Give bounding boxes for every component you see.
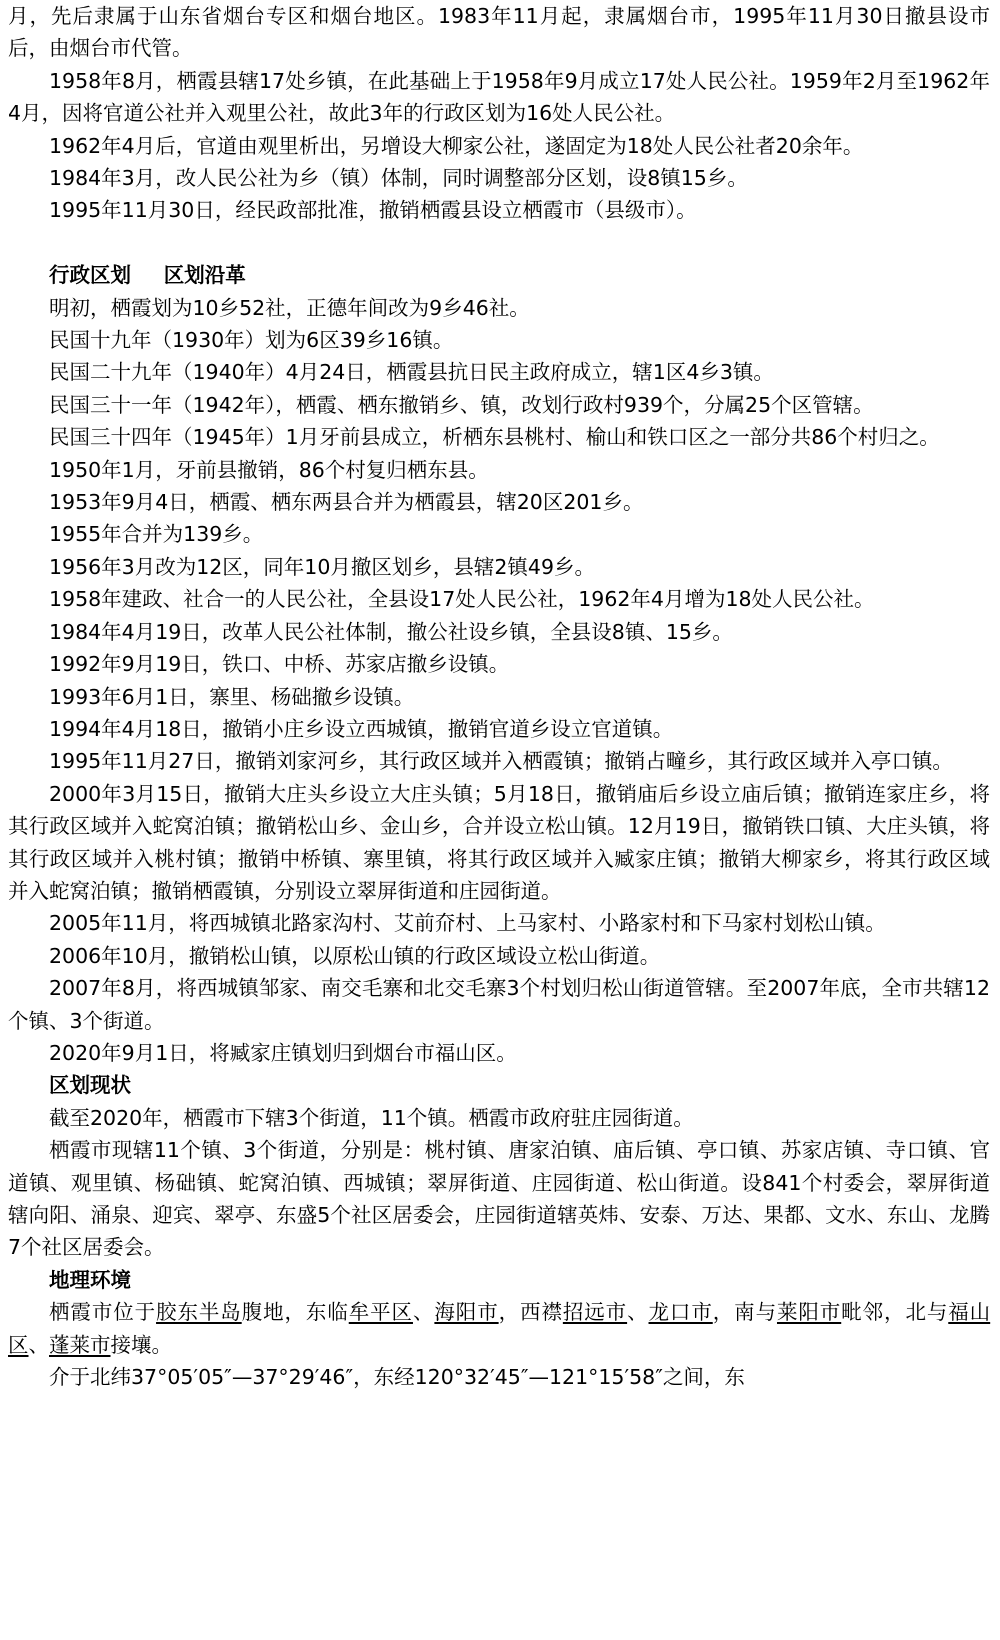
- history-continuation: 月，先后隶属于山东省烟台专区和烟台地区。1983年11月起，隶属烟台市，1995年11月30日撤县设市后，由烟台市代管。: [8, 4, 990, 61]
- admin-paragraph: 民国三十一年（1942年），栖霞、栖东撤销乡、镇，改划行政村939个，分属25个区管辖。: [49, 392, 874, 417]
- link-penglai-city[interactable]: 蓬莱市: [49, 1332, 111, 1357]
- admin-paragraph: 1992年9月19日，铁口、中桥、苏家店撤乡设镇。: [49, 652, 510, 677]
- heading-admin: 行政区划: [49, 263, 131, 288]
- geography-paragraph: [8, 1296, 990, 1361]
- admin-paragraph: 2005年11月，将西城镇北路家沟村、艾前夼村、上马家村、小路家村和下马家村划松山镇。: [49, 911, 886, 936]
- geo-text: 、: [627, 1300, 649, 1325]
- link-longkou-city[interactable]: 龙口市: [648, 1300, 713, 1325]
- admin-paragraph: 1993年6月1日，寨里、杨础撤乡设镇。: [49, 684, 415, 709]
- admin-paragraph: 明初，栖霞划为10乡52社，正德年间改为9乡46社。: [49, 295, 530, 320]
- link-fushan-district[interactable]: 福山区: [8, 1300, 991, 1357]
- history-paragraph: 1958年8月，栖霞县辖17处乡镇，在此基础上于1958年9月成立17处人民公社。1959年2月至1962年4月，因将官道公社并入观里公社，故此3年的行政区划为16处人民公社。: [8, 68, 990, 126]
- admin-paragraph: 1950年1月，牙前县撤销，86个村复归栖东县。: [49, 457, 489, 482]
- link-haiyang-city[interactable]: 海阳市: [434, 1300, 499, 1325]
- geo-text: 腹地，东临: [241, 1300, 349, 1325]
- geo-text: ，南与: [712, 1300, 777, 1325]
- geo-text: 、: [28, 1332, 49, 1357]
- admin-paragraph: 2007年8月，将西城镇邹家、南交毛寨和北交毛寨3个村划归松山街道管辖。至2007年底，全市共辖12个镇、3个街道。: [8, 976, 990, 1033]
- admin-paragraph: 1953年9月4日，栖霞、栖东两县合并为栖霞县，辖20区201乡。: [49, 490, 644, 515]
- geo-text: 栖霞市位于: [49, 1300, 157, 1325]
- geo-text: 、: [412, 1300, 435, 1325]
- admin-paragraph: 民国二十九年（1940年）4月24日，栖霞县抗日民主政府成立，辖1区4乡3镇。: [49, 360, 774, 385]
- geo-text: 毗邻，北与: [841, 1300, 949, 1325]
- admin-paragraph: 民国三十四年（1945年）1月牙前县成立，析栖东县桃村、榆山和铁口区之一部分共86个村归之。: [49, 425, 940, 450]
- geo-text: ，西襟: [498, 1300, 563, 1325]
- geo-text: 接壤。: [110, 1332, 172, 1357]
- admin-paragraph: 2006年10月，撤销松山镇，以原松山镇的行政区域设立松山街道。: [49, 943, 661, 968]
- admin-paragraph: 1955年合并为139乡。: [49, 522, 264, 547]
- admin-paragraph: 1958年建政、社合一的人民公社，全县设17处人民公社，1962年4月增为18处人民公社。: [49, 587, 875, 612]
- link-laiyang-city[interactable]: 莱阳市: [776, 1300, 842, 1325]
- section-heading-current: 区划现状: [49, 1073, 131, 1098]
- current-paragraph: 截至2020年，栖霞市下辖3个街道，11个镇。栖霞市政府驻庄园街道。: [49, 1105, 694, 1130]
- admin-paragraph: 民国十九年（1930年）划为6区39乡16镇。: [49, 328, 454, 353]
- subheading-history: 区划沿革: [163, 263, 246, 288]
- current-paragraph: 栖霞市现辖11个镇、3个街道，分别是：桃村镇、唐家泊镇、庙后镇、亭口镇、苏家店镇、寺口镇、官道镇、观里镇、杨础镇、蛇窝泊镇、西城镇；翠屏街道、庄园街道、松山街道。设841个村委会，翠屏街道辖向阳、涌泉、迎宾、翠亭、东盛5个社区居委会，庄园街道辖英炜、安泰、万达、果都、文水、东山、龙腾7个社区居委会。: [8, 1138, 990, 1260]
- history-paragraph: 1995年11月30日，经民政部批准，撤销栖霞县设立栖霞市（县级市）。: [49, 198, 697, 223]
- geography-coordinates: 介于北纬37°05′05″—37°29′46″，东经120°32′45″—121°15′58″之间，东: [49, 1365, 745, 1390]
- admin-paragraph: 1956年3月改为12区，同年10月撤区划乡，县辖2镇49乡。: [49, 554, 596, 579]
- history-paragraph: 1962年4月后，官道由观里析出，另增设大柳家公社，遂固定为18处人民公社者20余年。: [49, 133, 864, 158]
- link-zhaoyuan-city[interactable]: 招远市: [562, 1300, 628, 1325]
- admin-paragraph: 2000年3月15日，撤销大庄头乡设立大庄头镇；5月18日，撤销庙后乡设立庙后镇；撤销连家庄乡，将其行政区域并入蛇窝泊镇；撤销松山乡、金山乡，合并设立松山镇。12月19日，撤销铁口镇、大庄头镇，将其行政区域并入桃村镇；撤销中桥镇、寨里镇，将其行政区域并入臧家庄镇；撤销大柳家乡，将其行政区域并入蛇窝泊镇；撤销栖霞镇，分别设立翠屏街道和庄园街道。: [8, 781, 990, 903]
- admin-paragraph: 1995年11月27日，撤销刘家河乡，其行政区域并入栖霞镇；撤销占疃乡，其行政区域并入亭口镇。: [49, 749, 953, 774]
- admin-paragraph: 1994年4月18日，撤销小庄乡设立西城镇，撤销官道乡设立官道镇。: [49, 716, 674, 741]
- section-heading-admin: [8, 259, 990, 291]
- spacer: [8, 227, 990, 259]
- history-paragraph: 1984年3月，改人民公社为乡（镇）体制，同时调整部分区划，设8镇15乡。: [49, 166, 748, 191]
- admin-paragraph: 2020年9月1日，将臧家庄镇划归到烟台市福山区。: [49, 1040, 517, 1065]
- link-jiaodong-peninsula[interactable]: 胶东半岛: [156, 1300, 242, 1325]
- link-muping-district[interactable]: 牟平区: [348, 1300, 413, 1325]
- admin-paragraph: 1984年4月19日，改革人民公社体制，撤公社设乡镇，全县设8镇、15乡。: [49, 619, 733, 644]
- section-heading-geography: 地理环境: [49, 1267, 131, 1292]
